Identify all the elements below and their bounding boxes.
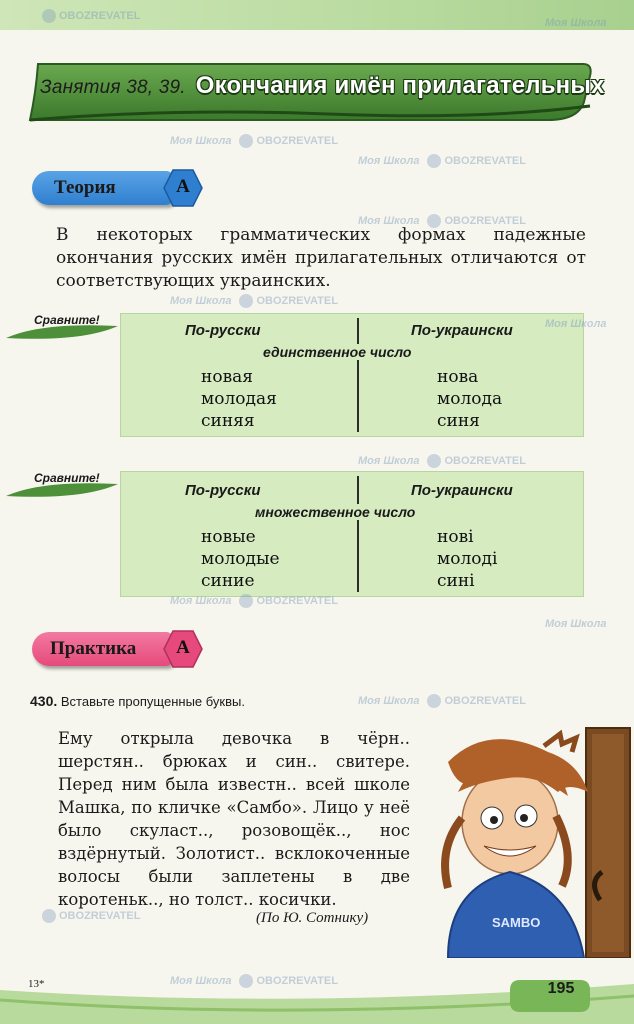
lesson-title: Окончания имён прилагательных xyxy=(195,72,605,99)
theory-badge xyxy=(32,171,174,205)
word: синя xyxy=(437,411,480,431)
exercise-number: 430. xyxy=(30,693,58,709)
watermark-icon xyxy=(239,294,253,308)
number-subheading: множественное число xyxy=(251,504,419,520)
watermark: OBOZREVATEL xyxy=(42,9,140,23)
comparison-table-singular xyxy=(120,313,584,437)
column-header-russian: По-русски xyxy=(185,482,261,499)
theory-level: А xyxy=(176,176,190,197)
russian-words xyxy=(201,526,280,592)
word: сині xyxy=(437,571,475,591)
watermark-icon xyxy=(427,214,441,228)
watermark: Моя Школа OBOZREVATEL xyxy=(170,294,338,307)
watermark: Моя Школа OBOZREVATEL xyxy=(358,154,526,167)
shirt-text: SAMBO xyxy=(492,915,541,930)
exercise-source: (По Ю. Сотнику) xyxy=(256,910,369,926)
exercise-instruction: Вставьте пропущенные буквы. xyxy=(60,694,245,709)
word: молоді xyxy=(437,549,498,569)
watermark: Моя Школа OBOZREVATEL xyxy=(170,974,338,987)
watermark: Моя Школа OBOZREVATEL xyxy=(358,214,526,227)
word: молодая xyxy=(201,389,277,409)
table-divider xyxy=(357,318,359,432)
column-header-ukrainian: По-украински xyxy=(411,322,513,339)
word: молода xyxy=(437,389,503,409)
word: синие xyxy=(201,571,255,591)
russian-words xyxy=(201,366,277,432)
watermark-icon xyxy=(427,154,441,168)
lesson-header xyxy=(40,72,605,108)
watermark: Моя Школа xyxy=(545,618,607,630)
ukrainian-words xyxy=(437,366,502,432)
number-subheading: единственное число xyxy=(259,344,415,360)
practice-label: Практика xyxy=(50,638,137,659)
watermark-icon xyxy=(42,9,56,23)
printer-signature: 13* xyxy=(28,978,45,990)
watermark: Моя Школа OBOZREVATEL xyxy=(358,454,526,467)
word: молодые xyxy=(201,549,280,569)
word: нова xyxy=(437,367,479,387)
practice-badge xyxy=(32,632,174,666)
compare-label-2: Сравните! xyxy=(34,471,100,485)
exercise-heading xyxy=(30,693,245,709)
watermark: Моя Школа OBOZREVATEL xyxy=(170,594,338,607)
column-header-ukrainian: По-украински xyxy=(411,482,513,499)
watermark-icon xyxy=(427,694,441,708)
word: новые xyxy=(201,527,256,547)
page-number: 195 xyxy=(547,980,575,997)
column-header-russian: По-русски xyxy=(185,322,261,339)
table-divider xyxy=(357,476,359,592)
watermark-icon xyxy=(239,594,253,608)
compare-label-1: Сравните! xyxy=(34,313,100,327)
exercise-text: Ему открыла девочка в чёрн.. шерстян.. брюках и син.. свитере. Перед ним была известн.. всей школе Машка, по кличке «Самбо». Лицо у неё было скуласт.., розовощёк.., нос вздёрнутый. Золотист.. всклокоченные волосы были заплетены в две коротеньк.., но толст.. косички. xyxy=(58,729,410,909)
word: новая xyxy=(201,367,253,387)
watermark: Моя Школа xyxy=(545,17,607,29)
word: синяя xyxy=(201,411,255,431)
watermark: OBOZREVATEL xyxy=(42,909,140,923)
girl-illustration xyxy=(418,722,632,958)
watermark: Моя Школа xyxy=(545,318,607,330)
lesson-number: Занятия 38, 39. xyxy=(40,77,186,98)
watermark-icon xyxy=(42,909,56,923)
watermark: Моя Школа OBOZREVATEL xyxy=(170,134,338,147)
practice-level: А xyxy=(176,637,190,658)
watermark-icon xyxy=(239,134,253,148)
word: нові xyxy=(437,527,474,547)
watermark-icon xyxy=(239,974,253,988)
intro-paragraph: В некоторых грамматических формах падежные окончания русских имён прилагательных отличаются от соответствующих украинских. xyxy=(56,225,586,291)
watermark: Моя Школа OBOZREVATEL xyxy=(358,694,526,707)
comparison-table-plural xyxy=(120,471,584,597)
theory-label: Теория xyxy=(54,177,116,198)
ukrainian-words xyxy=(437,526,497,592)
watermark-icon xyxy=(427,454,441,468)
